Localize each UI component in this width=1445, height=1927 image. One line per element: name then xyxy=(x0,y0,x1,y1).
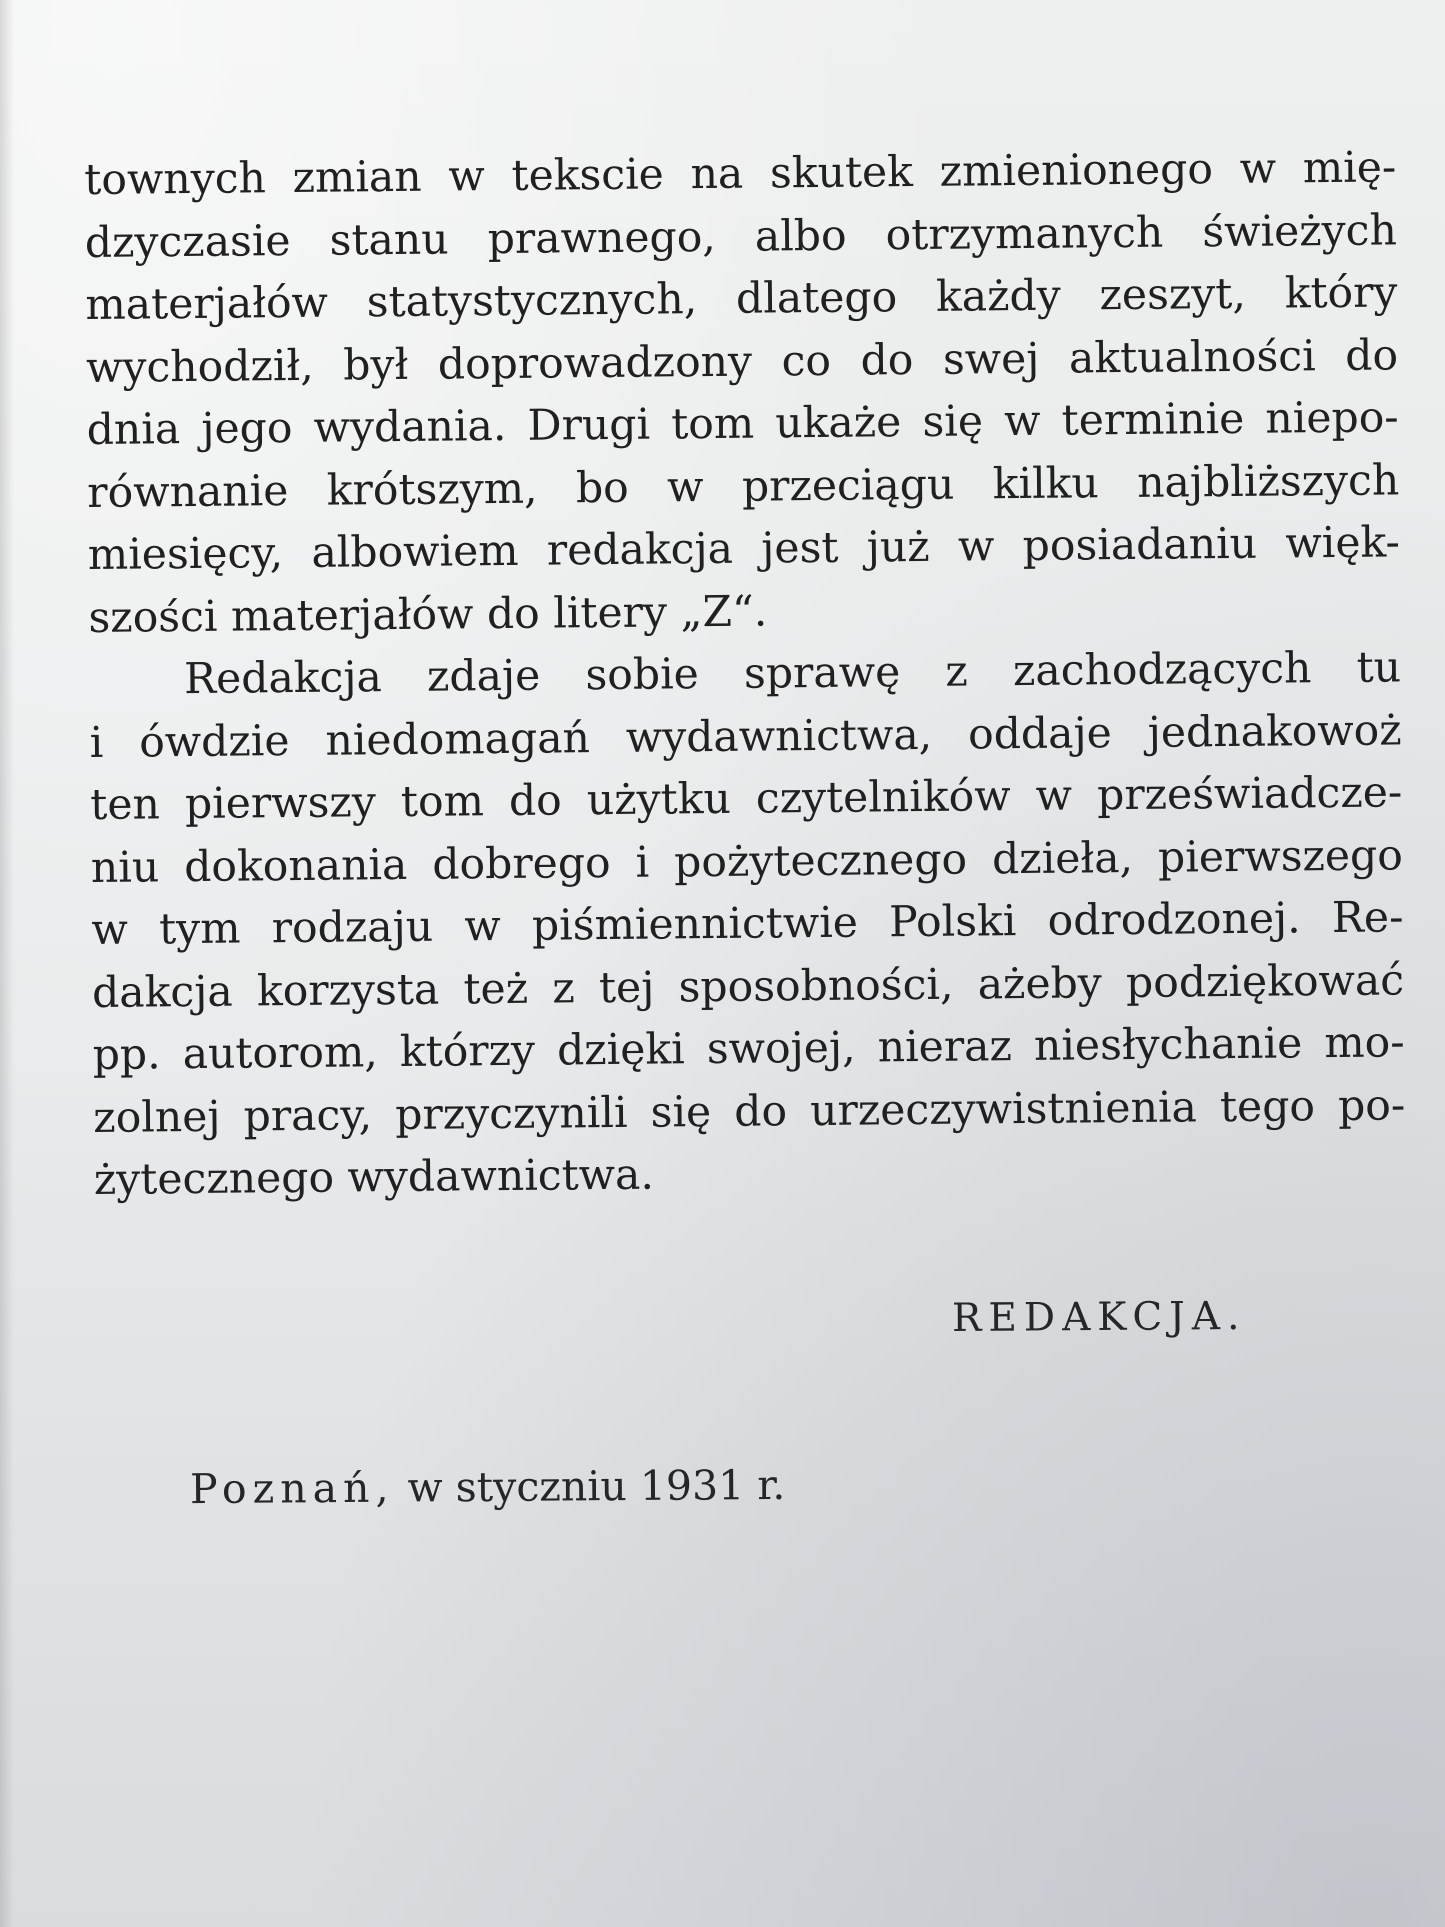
body-text xyxy=(84,137,1406,1212)
text-line: zolnej pracy, przyczynili się do urzeczywistnienia tego po- xyxy=(93,1080,1406,1143)
text-line: w tym rodzaju w piśmiennictwie Polski odrodzonej. Re- xyxy=(91,893,1404,955)
text-line: townych zmian w tekscie na skutek zmienionego w mię- xyxy=(84,143,1397,205)
text-line: żytecznego wydawnictwa. xyxy=(93,1150,655,1205)
text-line: niu dokonania dobrego i pożytecznego dzieła, pierwszego xyxy=(90,830,1404,893)
text-line: dakcja korzysta też z tej sposobności, ażeby podziękować xyxy=(91,955,1405,1018)
place-date xyxy=(190,1461,786,1513)
place: Poznań, xyxy=(189,1463,395,1514)
text-line: dnia jego wydania. Drugi tom ukaże się w terminie niepo- xyxy=(86,393,1399,455)
text-line: równanie krótszym, bo w przeciągu kilku najbliższych xyxy=(87,455,1400,518)
text-line: pp. autorom, którzy dzięki swojej, nieraz niesłychanie mo- xyxy=(92,1018,1405,1080)
signature: REDAKCJA. xyxy=(951,1293,1247,1342)
text-line: materjałów statystycznych, dlatego każdy zeszyt, który xyxy=(85,268,1398,330)
page-edge-shadow xyxy=(0,0,14,1927)
date: w styczniu 1931 r. xyxy=(407,1460,786,1512)
text-line: miesięcy, albowiem redakcja jest już w posiadaniu więk- xyxy=(87,518,1401,580)
text-line: wychodził, był doprowadzony co do swej aktualności do xyxy=(85,330,1399,393)
text-line: ten pierwszy tom do użytku czytelników w przeświadcze- xyxy=(90,768,1403,830)
text-line: dzyczasie stanu prawnego, albo otrzymanych świeżych xyxy=(84,205,1398,268)
text-line: szości materjałów do litery „Z“. xyxy=(88,586,768,643)
text-line: i ówdzie niedomagań wydawnictwa, oddaje jednakowoż xyxy=(89,705,1402,768)
text-line: Redakcja zdaje sobie sprawę z zachodzących tu xyxy=(183,643,1402,705)
